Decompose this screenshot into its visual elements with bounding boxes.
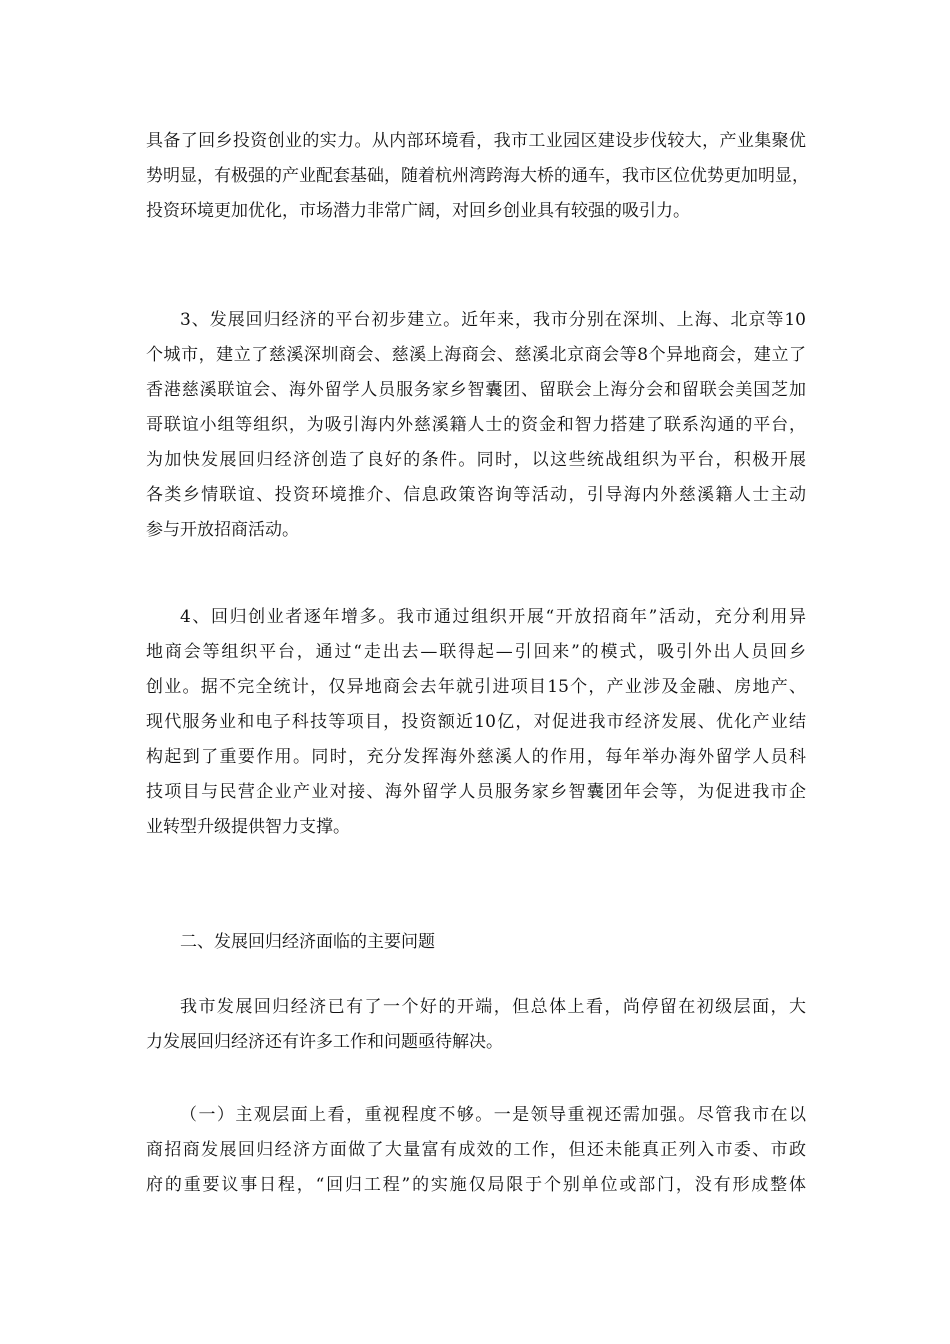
- text-line: 4、回归创业者逐年增多。我市通过组织开展“开放招商年”活动，充分利用异: [180, 607, 806, 627]
- text-line: 我市发展回归经济已有了一个好的开端，但总体上看，尚停留在初级层面，大: [180, 997, 806, 1017]
- text-line: 参与开放招商活动。: [146, 520, 299, 540]
- heading-text: 二、发展回归经济面临的主要问题: [180, 932, 435, 952]
- paragraph-returning-entrepreneurs: [146, 600, 806, 845]
- text-line: 力发展回归经济还有许多工作和问题亟待解决。: [146, 1032, 503, 1052]
- text-line: 投资环境更加优化，市场潜力非常广阔，对回乡创业具有较强的吸引力。: [146, 201, 690, 221]
- text-line: 为加快发展回归经济创造了良好的条件。同时，以这些统战组织为平台，积极开展: [146, 450, 806, 470]
- section-heading: [146, 925, 806, 960]
- text-line: 个城市，建立了慈溪深圳商会、慈溪上海商会、慈溪北京商会等8个异地商会，建立了: [146, 345, 806, 365]
- text-line: 现代服务业和电子科技等项目，投资额近10亿，对促进我市经济发展、优化产业结: [146, 712, 806, 732]
- text-line: 具备了回乡投资创业的实力。从内部环境看，我市工业园区建设步伐较大，产业集聚优: [146, 131, 806, 151]
- text-line: 各类乡情联谊、投资环境推介、信息政策咨询等活动，引导海内外慈溪籍人士主动: [146, 485, 806, 505]
- text-line: 商招商发展回归经济方面做了大量富有成效的工作，但还未能真正列入市委、市政: [146, 1140, 806, 1160]
- text-line: 构起到了重要作用。同时，充分发挥海外慈溪人的作用，每年举办海外留学人员科: [146, 747, 806, 767]
- text-line: 3、发展回归经济的平台初步建立。近年来，我市分别在深圳、上海、北京等10: [180, 310, 806, 330]
- paragraph-investment-environment: [146, 124, 809, 229]
- text-line: （一）主观层面上看，重视程度不够。一是领导重视还需加强。尽管我市在以: [180, 1105, 806, 1125]
- text-line: 府的重要议事日程，“回归工程”的实施仅局限于个别单位或部门，没有形成整体: [146, 1175, 806, 1195]
- paragraph-subjective-level: [146, 1098, 806, 1203]
- text-line: 业转型升级提供智力支撑。: [146, 817, 350, 837]
- text-line: 哥联谊小组等组织，为吸引海内外慈溪籍人士的资金和智力搭建了联系沟通的平台，: [146, 415, 806, 435]
- paragraph-main-problems-intro: [146, 990, 806, 1060]
- text-line: 技项目与民营企业产业对接、海外留学人员服务家乡智囊团年会等，为促进我市企: [146, 782, 806, 802]
- text-line: 势明显，有极强的产业配套基础，随着杭州湾跨海大桥的通车，我市区位优势更加明显，: [146, 166, 809, 186]
- paragraph-platform-established: [146, 303, 806, 548]
- text-line: 地商会等组织平台，通过“走出去—联得起—引回来”的模式，吸引外出人员回乡: [146, 642, 806, 662]
- text-line: 创业。据不完全统计，仅异地商会去年就引进项目15个，产业涉及金融、房地产、: [146, 677, 806, 697]
- text-line: 香港慈溪联谊会、海外留学人员服务家乡智囊团、留联会上海分会和留联会美国芝加: [146, 380, 806, 400]
